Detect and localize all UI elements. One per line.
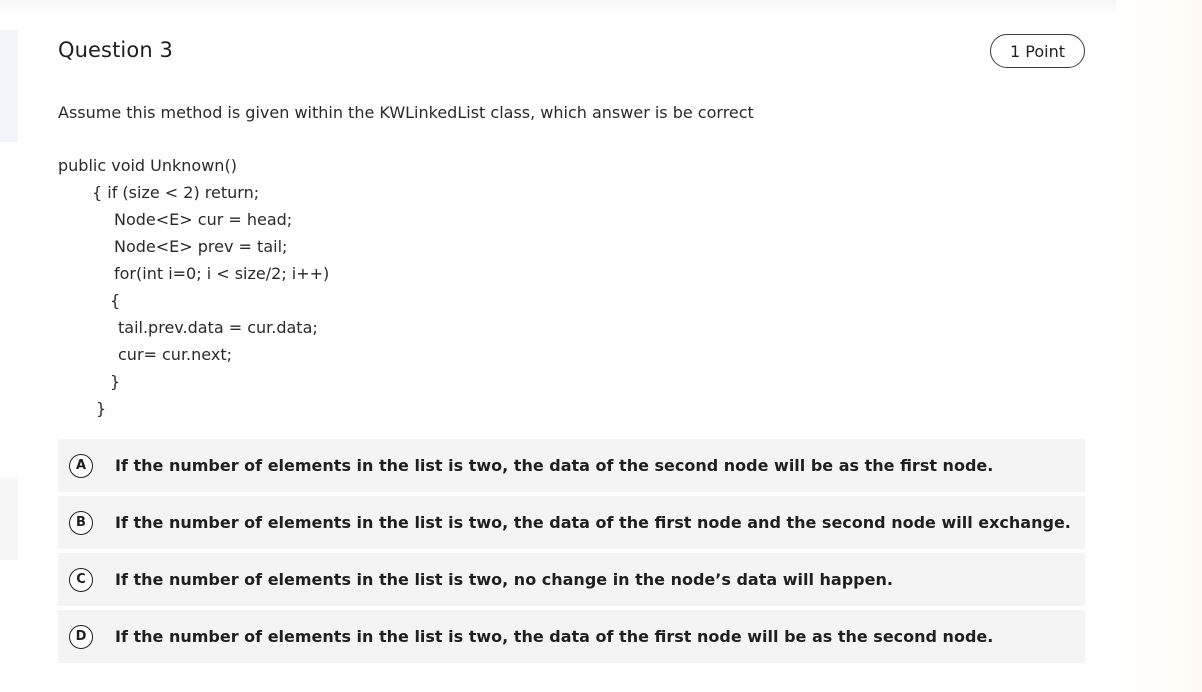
option-letter-d: D <box>69 625 93 649</box>
question-title: Question 3 <box>58 38 173 62</box>
option-text-d: If the number of elements in the list is two, the data of the first node will be as the second node. <box>115 627 994 646</box>
option-text-c: If the number of elements in the list is two, no change in the node’s data will happen. <box>115 570 893 589</box>
option-c[interactable] <box>58 553 1085 606</box>
question-card <box>58 28 1085 678</box>
option-letter-a: A <box>69 454 93 478</box>
option-text-b: If the number of elements in the list is two, the data of the first node and the second node will exchange. <box>115 513 1071 532</box>
background-panel <box>0 478 18 560</box>
question-prompt: Assume this method is given within the KWLinkedList class, which answer is be correct <box>58 103 754 122</box>
code-line: for(int i=0; i < size/2; i++) <box>114 264 330 283</box>
option-b[interactable] <box>58 496 1085 549</box>
background-panel <box>1116 0 1202 692</box>
code-line: } <box>110 372 121 391</box>
code-line: cur= cur.next; <box>118 345 232 364</box>
code-line: Node<E> cur = head; <box>114 210 293 229</box>
option-a[interactable] <box>58 439 1085 492</box>
code-line: Node<E> prev = tail; <box>114 237 288 256</box>
code-line: } <box>96 399 107 418</box>
option-text-a: If the number of elements in the list is two, the data of the second node will be as the first node. <box>115 456 994 475</box>
option-letter-b: B <box>69 511 93 535</box>
option-letter-c: C <box>69 568 93 592</box>
code-line: { <box>110 291 121 310</box>
code-line: public void Unknown() <box>58 156 237 175</box>
points-badge: 1 Point <box>990 34 1085 68</box>
code-line: tail.prev.data = cur.data; <box>118 318 318 337</box>
background-panel <box>0 30 18 142</box>
option-d[interactable] <box>58 610 1085 663</box>
code-line: { if (size < 2) return; <box>92 183 260 202</box>
background-strip <box>0 0 1202 16</box>
